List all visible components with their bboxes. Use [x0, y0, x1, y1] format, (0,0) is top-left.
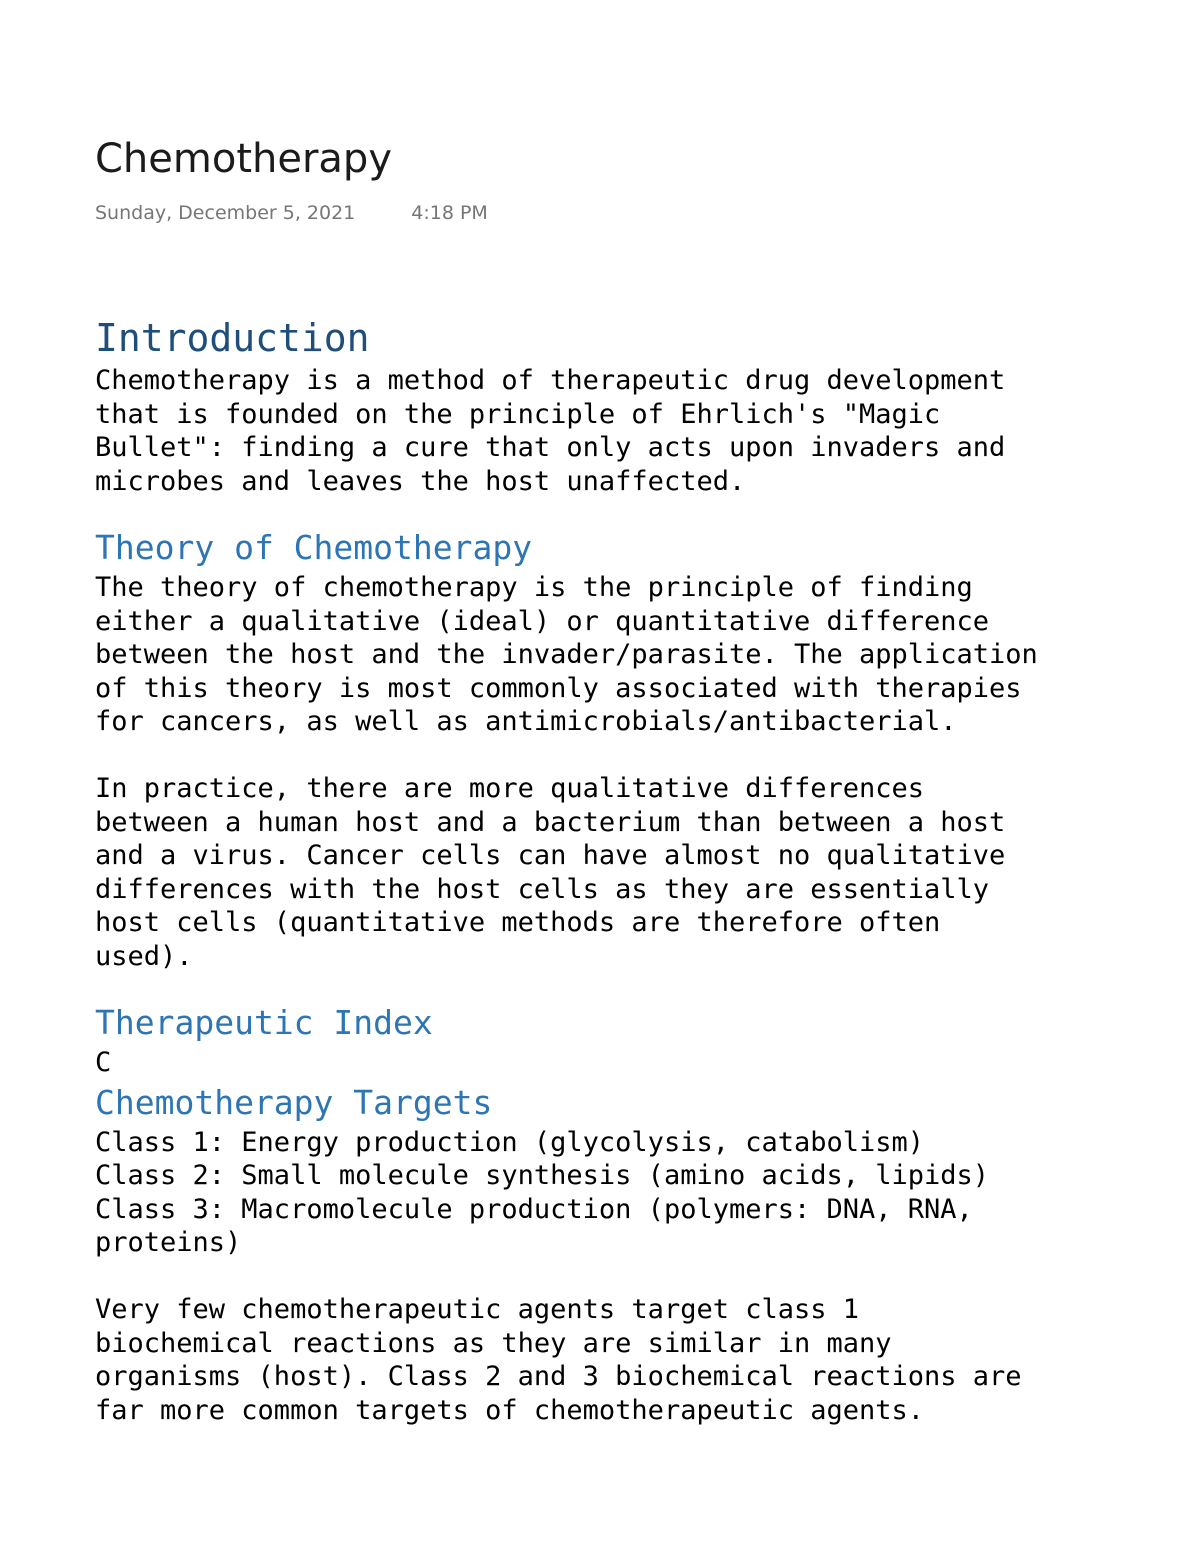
text-line: Class 1: Energy production (glycolysis, catabolism) — [95, 1126, 925, 1158]
text-line: for cancers, as well as antimicrobials/antibacterial. — [95, 706, 957, 737]
text-line: used). — [95, 940, 193, 972]
text-line: and a virus. Cancer cells can have almost no qualitative — [95, 840, 1006, 871]
note-content — [95, 312, 1185, 1427]
text-line: biochemical reactions as they are similar in many — [95, 1327, 892, 1359]
text-line: The theory of chemotherapy is the principle of finding — [95, 572, 973, 603]
heading-therapeutic-index: Therapeutic Index — [95, 1003, 433, 1042]
text-line: far more common targets of chemotherapeutic agents. — [95, 1394, 925, 1426]
text-line: Class 3: Macromolecule production (polymers: DNA, RNA, — [95, 1193, 973, 1225]
page-title: Chemotherapy — [95, 136, 392, 182]
text-line: that is founded on the principle of Ehrlich's "Magic — [95, 398, 941, 430]
text-line: host cells (quantitative methods are therefore often — [95, 907, 941, 938]
heading-introduction: Introduction — [95, 316, 370, 360]
text-line: Bullet": finding a cure that only acts upon invaders and — [95, 432, 1006, 463]
text-line: Class 2: Small molecule synthesis (amino acids, lipids) — [95, 1160, 990, 1191]
targets-paragraph — [95, 1293, 1185, 1427]
text-line: organisms (host). Class 2 and 3 biochemical reactions are — [95, 1361, 1022, 1392]
page-time: 4:18 PM — [411, 202, 488, 224]
theory-paragraph-1 — [95, 571, 1185, 739]
page-date: Sunday, December 5, 2021 — [95, 202, 356, 224]
text-line: either a qualitative (ideal) or quantitative difference — [95, 605, 990, 637]
text-line: differences with the host cells as they are essentially — [95, 873, 990, 905]
page-timestamp — [95, 199, 488, 227]
text-line: of this theory is most commonly associated with therapies — [95, 672, 1022, 704]
targets-class-list — [95, 1126, 1185, 1260]
text-line: between a human host and a bacterium than between a host — [95, 806, 1006, 838]
introduction-paragraph — [95, 364, 1185, 498]
heading-targets: Chemotherapy Targets — [95, 1082, 493, 1122]
therapeutic-index-text: C — [95, 1047, 112, 1078]
text-line: between the host and the invader/parasite. The application — [95, 639, 1038, 670]
text-line: Chemotherapy is a method of therapeutic drug development — [95, 365, 1006, 396]
text-line: microbes and leaves the host unaffected. — [95, 465, 746, 497]
heading-theory: Theory of Chemotherapy — [95, 528, 533, 567]
theory-paragraph-2 — [95, 772, 1185, 973]
text-line: In practice, there are more qualitative differences — [95, 773, 925, 804]
text-line: Very few chemotherapeutic agents target class 1 — [95, 1294, 860, 1325]
text-line: proteins) — [95, 1227, 242, 1258]
